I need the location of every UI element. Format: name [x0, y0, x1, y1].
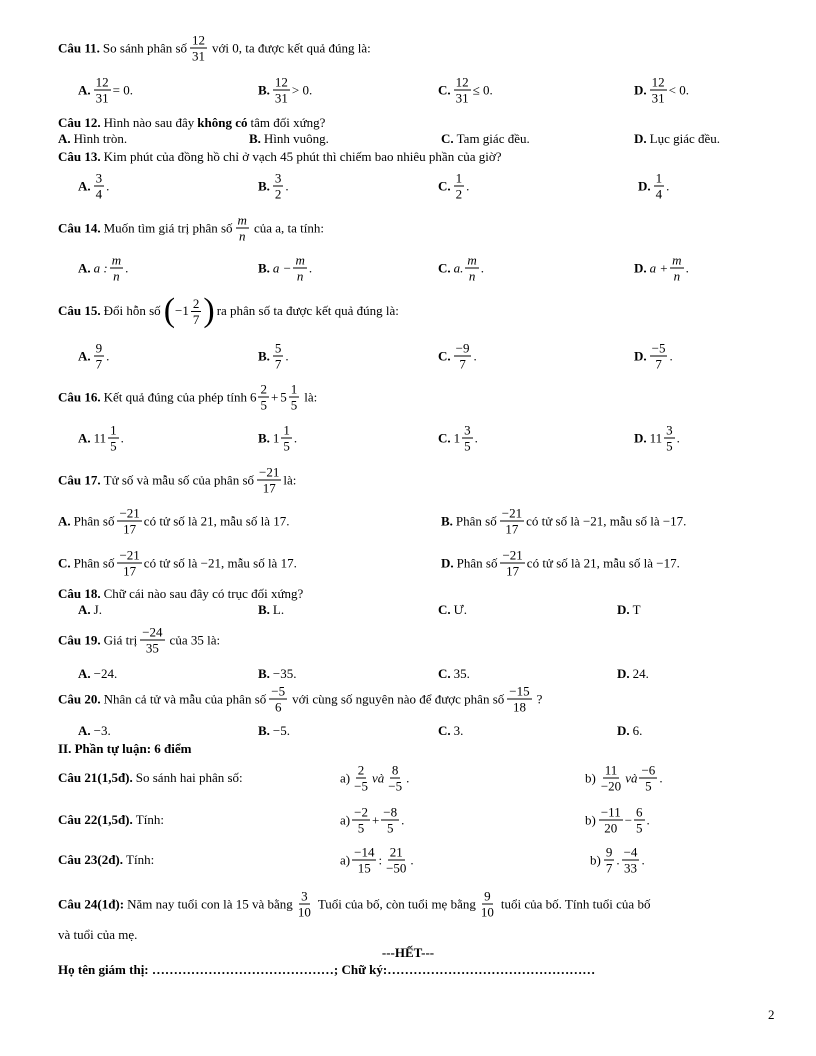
q13-option-d[interactable]: D. 1 4 . [638, 170, 670, 202]
q14-option-d[interactable]: D. a + $\frac{m}{n}$ . [634, 252, 689, 284]
q15-left-paren: ( [163, 292, 176, 329]
q11-fraction: 12 31 [192, 32, 206, 64]
q16-text: Kết quả đúng của phép tính [103, 389, 247, 404]
q22-part-a: a) −2 5 + $\frac{-8}{5}$ . [340, 804, 405, 836]
q21-part-b: b) 11 −20 và −6 5 . [585, 762, 663, 794]
q19-label: Câu 19. [58, 632, 101, 647]
q23-part-b: b) 9 7 . −4 33 . [590, 844, 645, 876]
q16-whole-2: 5 [280, 389, 287, 404]
q15-option-a[interactable]: A. 9 7 . [78, 340, 110, 372]
q16-whole-1: 6 [249, 389, 257, 404]
q22-text: Tính: [135, 812, 164, 827]
q11-option-d[interactable]: D. 12 31 < 0. [634, 74, 689, 106]
q12-label: Câu 12. [58, 115, 101, 130]
q16-option-b[interactable]: B. 1 1 5 . [258, 422, 298, 454]
q16-label: Câu 16. [58, 389, 101, 404]
q21-part-a: a) 2 −5 và 8 −5 . [340, 762, 410, 794]
q12-bold-text: không có [197, 115, 248, 130]
q15-text: Đổi hỗn số [103, 303, 161, 318]
q24-text-4: và tuổi của mẹ. [58, 927, 138, 942]
q16-fraction-1: 2 5 [260, 381, 267, 413]
q24-text-3: tuổi của bố. Tính tuổi của bố [500, 896, 651, 911]
q11-option-a[interactable]: A. $\frac{12}{31}$ = 0. [78, 74, 133, 106]
q20-text: Nhân cả tử và mẫu của phân số [103, 691, 267, 706]
q15-fraction: 2 7 [192, 295, 200, 327]
q18-label: Câu 18. [58, 586, 101, 601]
q14-option-c[interactable]: C. a. m n . [438, 252, 485, 284]
q11-text: So sánh phân số [102, 40, 188, 55]
q17-text2: là: [283, 472, 297, 487]
q21-label: Câu 21(1,5đ). [58, 770, 133, 785]
q12-text2: tâm đối xứng? [250, 115, 326, 130]
q20-text3: ? [536, 691, 543, 706]
q19-fraction: −24 35 [142, 624, 163, 656]
q16-option-a[interactable]: A. 11 1 5 . [78, 422, 124, 454]
q17-fraction: −21 17 [259, 464, 280, 496]
q18-option-b[interactable]: B. L. [258, 602, 285, 617]
q17-option-a[interactable]: A. Phân số −21 17 có tử số là 21, mẫu số là 17. [58, 505, 290, 537]
q14-text2: của a, ta tính: [253, 220, 324, 235]
q15-whole: −1 [175, 303, 189, 318]
q15-option-d[interactable]: D. −5 7 . [634, 340, 673, 372]
q11-label: Câu 11. [58, 40, 100, 55]
end-marker: ---HẾT--- [381, 945, 435, 960]
q16-fraction-2: 1 5 [290, 381, 298, 413]
q16-text2: là: [304, 389, 318, 404]
q19-text: Giá trị [103, 632, 138, 647]
q19-option-d[interactable]: D. 24. [617, 666, 649, 681]
q17-option-d[interactable]: D. Phân số −21 17 có tử số là 21, mẫu số là −17. [441, 547, 680, 579]
q20-option-b[interactable]: B. −5. [258, 723, 291, 738]
q13-option-a[interactable]: A. 3 4 . [78, 170, 110, 202]
q24-fraction-2: 9 10 [480, 888, 494, 920]
q12-option-b[interactable]: B. Hình vuông. [249, 131, 329, 146]
q19-option-c[interactable]: C. 35. [438, 666, 470, 681]
q12-option-c[interactable]: C. Tam giác đều. [441, 131, 530, 146]
q20-text2: với cùng số nguyên nào để được phân số [292, 691, 505, 706]
q12-text: Hình nào sau đây [103, 115, 195, 130]
q15-right-paren: ) [203, 292, 215, 329]
q13-label: Câu 13. [58, 149, 101, 164]
q13-text: Kim phút của đồng hồ chỉ ở vạch 45 phút thì chiếm bao nhiêu phần của giờ? [103, 149, 502, 164]
q19-text2: của 35 là: [169, 632, 221, 647]
q20-option-d[interactable]: D. 6. [617, 723, 643, 738]
q11-option-b[interactable]: B. 12 31 > 0. [258, 74, 313, 106]
q13-option-c[interactable]: C. 1 2 . [438, 170, 470, 202]
q18-option-c[interactable]: C. Ư. [438, 602, 467, 617]
q22-label: Câu 22(1,5đ). [58, 812, 133, 827]
q13-option-b[interactable]: B. 3 2 . [258, 170, 289, 202]
q17-option-c[interactable]: C. Phân số −21 17 có tử số là −21, mẫu số là 17. [58, 547, 297, 579]
q20-fraction-2: −15 18 [509, 683, 530, 715]
q20-option-a[interactable]: A. −3. [78, 723, 111, 738]
q17-label: Câu 17. [58, 472, 101, 487]
q14-option-a[interactable]: A. a : m n . [78, 252, 129, 284]
q24-fraction-1: 3 10 [297, 888, 311, 920]
q19-option-a[interactable]: A. −24. [78, 666, 118, 681]
q20-label: Câu 20. [58, 691, 101, 706]
q16-option-d[interactable]: D. 11 3 5 . [634, 422, 680, 454]
q17-option-b[interactable]: B. Phân số −21 17 có tử số là −21, mẫu số là −17. [441, 505, 687, 537]
part-2-heading: II. Phần tự luận: 6 điểm [58, 741, 192, 756]
q23-label: Câu 23(2đ). [58, 852, 124, 867]
q14-fraction: m n [237, 212, 247, 244]
q15-option-c[interactable]: C. −9 7 . [438, 340, 477, 372]
proctor-signature-line: Họ tên giám thị: ……………………………………; Chữ ký:………………………………………… [58, 962, 596, 977]
q21-text: So sánh hai phân số: [135, 770, 243, 785]
q23-part-a: a) −14 15 : 21 −50 . [340, 844, 414, 876]
q14-option-b[interactable]: B. a − $\frac{m}{n}$ . [258, 252, 313, 284]
q15-option-b[interactable]: B. 5 7 . [258, 340, 289, 372]
q15-label: Câu 15. [58, 303, 101, 318]
q19-option-b[interactable]: B. −35. [258, 666, 297, 681]
q12-option-a[interactable]: A. Hình tròn. [58, 131, 128, 146]
q23-text: Tính: [126, 852, 155, 867]
q16-option-c[interactable]: C. 1 3 5 . [438, 422, 478, 454]
q11-option-c[interactable]: C. $\frac{12}{31}$ ≤ 0. [438, 74, 493, 106]
q18-text: Chữ cái nào sau đây có trục đối xứng? [103, 586, 304, 601]
q20-option-c[interactable]: C. 3. [438, 723, 464, 738]
q17-text: Tử số và mẫu số của phân số [103, 472, 255, 487]
q20-fraction-1: −5 6 [271, 683, 286, 715]
q14-text: Muốn tìm giá trị phân số [103, 220, 233, 235]
q24-label: Câu 24(1đ): [58, 896, 125, 911]
q12-option-d[interactable]: D. Lục giác đều. [634, 131, 721, 146]
q24-text-1: Năm nay tuổi con là 15 và bằng [127, 896, 293, 911]
q24-text-2: Tuổi của bố, còn tuổi mẹ bằng [317, 896, 476, 911]
q22-part-b: b) −11 20 − $\frac{6}{5}$ . [585, 804, 650, 836]
q18-option-a[interactable]: A. J. [78, 602, 102, 617]
q11-text2: với 0, ta được kết quả đúng là: [212, 40, 371, 55]
page-number: 2 [768, 1007, 775, 1022]
q16-operator: + [270, 389, 279, 404]
q18-option-d[interactable]: D. T [617, 602, 641, 617]
q14-label: Câu 14. [58, 220, 101, 235]
q15-text2: ra phân số ta được kết quả đúng là: [216, 303, 399, 318]
